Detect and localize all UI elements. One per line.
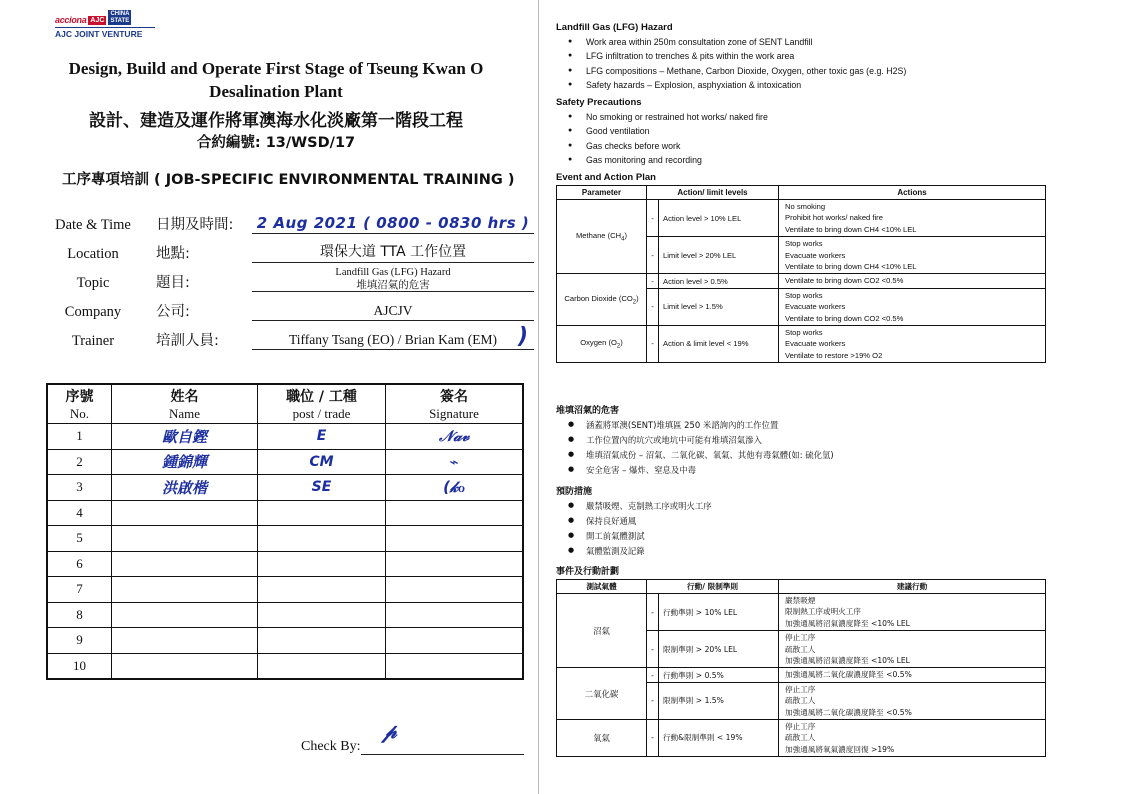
cell-dash: -: [647, 288, 659, 325]
cell-post[interactable]: [258, 526, 386, 552]
cell-post[interactable]: [258, 653, 386, 679]
cell-signature[interactable]: [386, 424, 523, 450]
table-row: [557, 274, 1046, 288]
action-line: 加強通風將沼氣濃度降至 <10% LEL: [785, 655, 910, 665]
signature-mark: 𝒩𝒶𝓋: [438, 427, 469, 446]
cell-signature[interactable]: [386, 449, 523, 475]
table-body: [48, 424, 523, 679]
header-post-zh: 職位 / 工種: [286, 389, 357, 405]
value-topic[interactable]: [252, 267, 534, 292]
value-company[interactable]: AJCJV: [252, 303, 534, 321]
field-row-company: [34, 292, 534, 321]
cell-dash: -: [647, 594, 659, 631]
post-handwriting: SE: [311, 479, 332, 496]
field-row-location: [34, 234, 534, 263]
cell-no: 9: [48, 628, 112, 654]
cell-no: 3: [48, 475, 112, 501]
en-plan-heading: Event and Action Plan: [556, 172, 656, 183]
table-row[interactable]: [48, 577, 523, 603]
cell-actions: [779, 288, 1046, 325]
header-parameter: Parameter: [557, 186, 647, 200]
action-line: 嚴禁吸煙: [785, 596, 816, 605]
action-line: Stop works: [785, 290, 823, 300]
cell-dash: -: [647, 719, 659, 756]
page-title-zh: 設計、建造及運作將軍澳海水化淡廠第一階段工程: [89, 111, 463, 131]
action-line: 疏散工人: [785, 733, 816, 743]
cell-signature[interactable]: [386, 653, 523, 679]
cell-name[interactable]: [112, 577, 258, 603]
cell-parameter: 氧氣: [557, 719, 647, 756]
header-no: [48, 385, 112, 424]
list-item: ● 嚴禁吸煙、克制熱工序或明火工序: [552, 499, 1122, 514]
cell-name[interactable]: [112, 551, 258, 577]
check-by-signature: 𝓅: [382, 719, 397, 743]
cell-signature[interactable]: [386, 602, 523, 628]
header-no-zh: 序號: [65, 389, 94, 405]
list-item: ● Gas checks before work: [552, 139, 1122, 153]
cell-post[interactable]: [258, 602, 386, 628]
cell-level: 行動準則 > 10% LEL: [659, 594, 779, 631]
action-line: 加強通風將沼氣濃度降至 <10% LEL: [785, 618, 910, 628]
check-by-label: Check By:: [301, 739, 361, 754]
page-title-en-line1: Design, Build and Operate First Stage of Tseung Kwan O: [68, 59, 484, 78]
header-parameter: 測試氣體: [557, 580, 647, 594]
list-item: ● Work area within 250m consultation zone of SENT Landfill: [552, 35, 1122, 49]
table-row: [557, 719, 1046, 756]
cell-no: 4: [48, 500, 112, 526]
zh-plan-heading: 事件及行動計劃: [556, 567, 620, 577]
action-line: 限制熱工序或明火工序: [785, 607, 861, 617]
check-by-row: [46, 719, 524, 755]
signature-mark: (𝓀ℴ: [443, 478, 465, 497]
en-hazard-section: [552, 22, 1122, 363]
label-company-zh: 公司:: [156, 304, 190, 320]
cell-name[interactable]: [112, 653, 258, 679]
cell-no: 8: [48, 602, 112, 628]
cell-level: Action level > 0.5%: [659, 274, 779, 288]
left-column: [0, 0, 552, 794]
table-row[interactable]: [48, 500, 523, 526]
china-state-badge: CHINA STATE: [110, 11, 130, 24]
en-action-plan-table: [556, 185, 1046, 363]
cell-name[interactable]: [112, 602, 258, 628]
list-item: ● 安全危害 – 爆炸、窒息及中毒: [552, 463, 1122, 478]
table-row[interactable]: [48, 628, 523, 654]
cell-name[interactable]: [112, 628, 258, 654]
table-row: [557, 668, 1046, 682]
cell-parameter: Carbon Dioxide $(CO_2)$: [557, 274, 647, 326]
signature-mark: ⌁: [449, 452, 459, 471]
field-row-trainer: [34, 321, 534, 350]
cell-actions: [779, 682, 1046, 719]
action-line: 停止工序: [785, 633, 816, 643]
cell-actions: [779, 274, 1046, 288]
cell-no: 2: [48, 449, 112, 475]
value-date[interactable]: [252, 214, 534, 234]
header-no-en: No.: [69, 406, 90, 421]
zh-action-plan-table: [556, 579, 1046, 757]
action-line: Ventilate to bring down CH4 <10% LEL: [785, 224, 917, 234]
cell-actions: [779, 668, 1046, 682]
zh-hazard-list: [552, 418, 1122, 479]
value-location[interactable]: 環保大道 TTA 工作位置: [252, 241, 534, 263]
table-row: [557, 200, 1046, 237]
field-row-topic: [34, 263, 534, 292]
date-handwriting: 2 Aug 2021 ( 0800 - 0830 hrs ): [256, 214, 530, 232]
value-topic-en: Landfill Gas (LFG) Hazard: [335, 266, 451, 278]
table-header-row: [557, 186, 1046, 200]
page-title-en-line2: Desalination Plant: [209, 81, 343, 101]
action-line: Stop works: [785, 327, 823, 337]
zh-hazard-section: [552, 403, 1122, 757]
cell-level: Action & limit level < 19%: [659, 325, 779, 362]
cell-level: 行動&限制準則 < 19%: [659, 719, 779, 756]
table-row[interactable]: [48, 653, 523, 679]
trainer-signature: ): [517, 324, 528, 349]
cell-dash: -: [647, 631, 659, 668]
table-row: [557, 325, 1046, 362]
company-logo: [55, 10, 155, 39]
contract-number: 合約編號: 13/WSD/17: [196, 135, 356, 151]
action-line: No smoking: [785, 202, 826, 211]
header-signature: [386, 385, 523, 424]
action-line: 加強通風將二氧化碳濃度降至 <0.5%: [785, 670, 912, 680]
cell-no: 7: [48, 577, 112, 603]
list-item: ● 保持良好通風: [552, 514, 1122, 529]
action-line: Ventilate to bring down CO2 <0.5%: [785, 276, 904, 286]
label-location-en: Location: [67, 246, 119, 262]
cell-actions: [779, 237, 1046, 274]
header-post: [258, 385, 386, 424]
cell-dash: -: [647, 668, 659, 682]
cell-dash: -: [647, 682, 659, 719]
cell-post[interactable]: [258, 551, 386, 577]
cell-post[interactable]: [258, 628, 386, 654]
cell-level: 限制準則 > 20% LEL: [659, 631, 779, 668]
list-item: ● LFG infiltration to trenches & pits within the work area: [552, 49, 1122, 63]
label-location-zh: 地點:: [156, 246, 190, 262]
label-trainer-en: Trainer: [71, 333, 115, 349]
header-actions: Actions: [779, 186, 1046, 200]
header-signature-zh: 簽名: [440, 389, 468, 405]
cell-dash: -: [647, 274, 659, 288]
zh-hazard-heading: 堆填沼氣的危害: [556, 406, 620, 416]
label-trainer-zh: 培訓人員:: [156, 333, 219, 349]
name-handwriting: 鍾錦輝: [161, 453, 207, 472]
header-name: [112, 385, 258, 424]
cell-level: 行動準則 > 0.5%: [659, 668, 779, 682]
cell-dash: -: [647, 237, 659, 274]
cell-signature[interactable]: [386, 475, 523, 501]
form-fields: [34, 205, 534, 350]
zh-precautions-list: [552, 499, 1122, 560]
action-line: 停止工序: [785, 684, 816, 694]
cell-no: 6: [48, 551, 112, 577]
value-trainer[interactable]: [252, 324, 534, 350]
training-title: 工序專項培訓 ( JOB-SPECIFIC ENVIRONMENTAL TRAINING ): [62, 172, 515, 188]
action-line: Ventilate to bring down CH4 <10% LEL: [785, 261, 917, 271]
cell-no: 5: [48, 526, 112, 552]
cell-actions: [779, 719, 1046, 756]
header-post-en: post / trade: [292, 406, 351, 421]
action-line: 疏散工人: [785, 644, 816, 654]
list-item: ● No smoking or restrained hot works/ naked fire: [552, 110, 1122, 124]
check-by-signature-line[interactable]: [361, 719, 525, 755]
cell-signature[interactable]: [386, 551, 523, 577]
header-levels: Action/ limit levels: [647, 186, 779, 200]
cell-post[interactable]: [258, 424, 386, 450]
table-header-row: [48, 385, 523, 424]
list-item: ● LFG compositions – Methane, Carbon Dioxide, Oxygen, other toxic gas (e.g. H2S): [552, 64, 1122, 78]
name-handwriting: 洪啟楷: [161, 478, 207, 497]
cell-post[interactable]: [258, 449, 386, 475]
table-row[interactable]: [48, 551, 523, 577]
cell-name[interactable]: [112, 475, 258, 501]
table-row[interactable]: [48, 449, 523, 475]
action-line: Prohibit hot works/ naked fire: [785, 213, 883, 223]
name-handwriting: 歐自鏗: [161, 427, 207, 446]
cell-level: 限制準則 > 1.5%: [659, 682, 779, 719]
label-company-en: Company: [64, 304, 122, 320]
action-line: Evacuate workers: [785, 339, 846, 349]
table-row[interactable]: [48, 526, 523, 552]
cell-parameter: Oxygen $(O_2)$: [557, 325, 647, 362]
table-row[interactable]: [48, 602, 523, 628]
cell-signature[interactable]: [386, 577, 523, 603]
field-row-date: [34, 205, 534, 234]
cell-name[interactable]: [112, 526, 258, 552]
cell-actions: [779, 200, 1046, 237]
list-item: ● Good ventilation: [552, 124, 1122, 138]
header-levels: 行動/ 限制準則: [647, 580, 779, 594]
column-divider: [538, 0, 539, 794]
cell-dash: -: [647, 200, 659, 237]
action-line: Evacuate workers: [785, 302, 846, 312]
action-line: Ventilate to bring down CO2 <0.5%: [785, 313, 904, 323]
value-trainer-text: Tiffany Tsang (EO) / Brian Kam (EM): [288, 332, 498, 347]
header-actions: 建議行動: [779, 580, 1046, 594]
en-hazard-list: [552, 35, 1122, 92]
table-row[interactable]: [48, 475, 523, 501]
cell-post[interactable]: [258, 500, 386, 526]
cell-signature[interactable]: [386, 526, 523, 552]
joint-venture-label: AJC JOINT VENTURE: [55, 27, 155, 39]
cell-name[interactable]: [112, 449, 258, 475]
cell-level: Limit level > 1.5%: [659, 288, 779, 325]
en-precautions-list: [552, 110, 1122, 167]
list-item: ● Safety hazards – Explosion, asphyxiation & intoxication: [552, 78, 1122, 92]
right-column: [552, 0, 1122, 794]
cell-level: Action level > 10% LEL: [659, 200, 779, 237]
header-name-en: Name: [168, 406, 201, 421]
header-name-zh: 姓名: [170, 389, 199, 405]
list-item: ● 工作位置內的坑穴或地坑中可能有堆填沼氣滲入: [552, 433, 1122, 448]
action-line: 加強通風將氧氣濃度回復 >19%: [785, 744, 895, 754]
header-signature-en: Signature: [429, 406, 479, 421]
action-line: 停止工序: [785, 721, 816, 731]
ajc-badge: AJC: [90, 16, 105, 24]
cell-actions: [779, 325, 1046, 362]
post-handwriting: CM: [309, 453, 334, 470]
cell-parameter: Methane $(CH_4)$: [557, 200, 647, 274]
cell-no: 10: [48, 653, 112, 679]
cell-actions: [779, 594, 1046, 631]
cell-name[interactable]: [112, 424, 258, 450]
value-topic-zh: 堆填沼氣的危害: [356, 278, 430, 291]
list-item: ● 涵蓋將軍澳(SENT)堆填區 250 米諮詢內的工作位置: [552, 418, 1122, 433]
acciona-logo-text: acciona: [55, 15, 87, 26]
cell-dash: -: [647, 325, 659, 362]
page-title-en: [0, 58, 552, 104]
action-line: 加強通風將二氧化碳濃度降至 <0.5%: [785, 707, 912, 717]
table-header-row: [557, 580, 1046, 594]
post-handwriting: E: [316, 428, 327, 445]
cell-signature[interactable]: [386, 628, 523, 654]
table-row[interactable]: [48, 424, 523, 450]
cell-parameter: 二氧化碳: [557, 668, 647, 720]
cell-name[interactable]: [112, 500, 258, 526]
en-hazard-heading: Landfill Gas (LFG) Hazard: [556, 22, 673, 33]
action-line: Stop works: [785, 239, 823, 249]
attendance-table: [46, 383, 524, 680]
cell-level: Limit level > 20% LEL: [659, 237, 779, 274]
label-topic-zh: 題目:: [156, 275, 190, 291]
list-item: ● 開工前氣體測試: [552, 529, 1122, 544]
cell-actions: [779, 631, 1046, 668]
action-line: Evacuate workers: [785, 250, 846, 260]
list-item: ● Gas monitoring and recording: [552, 153, 1122, 167]
en-precautions-heading: Safety Precautions: [556, 97, 642, 108]
cell-post[interactable]: [258, 475, 386, 501]
cell-post[interactable]: [258, 577, 386, 603]
table-row: [557, 594, 1046, 631]
cell-signature[interactable]: [386, 500, 523, 526]
list-item: ● 堆填沼氣成份 – 沼氣、二氧化碳、氧氣、其他有毒氣體(如: 硫化氫): [552, 448, 1122, 463]
label-date-zh: 日期及時間:: [156, 217, 234, 233]
label-date-en: Date & Time: [55, 217, 131, 233]
zh-precautions-heading: 預防措施: [556, 486, 593, 497]
list-item: ● 氣體監測及記錄: [552, 544, 1122, 559]
action-line: Ventilate to restore >19% O2: [785, 350, 883, 360]
label-topic-en: Topic: [76, 275, 110, 291]
cell-parameter: 沼氣: [557, 594, 647, 668]
action-line: 疏散工人: [785, 696, 816, 706]
cell-no: 1: [48, 424, 112, 450]
